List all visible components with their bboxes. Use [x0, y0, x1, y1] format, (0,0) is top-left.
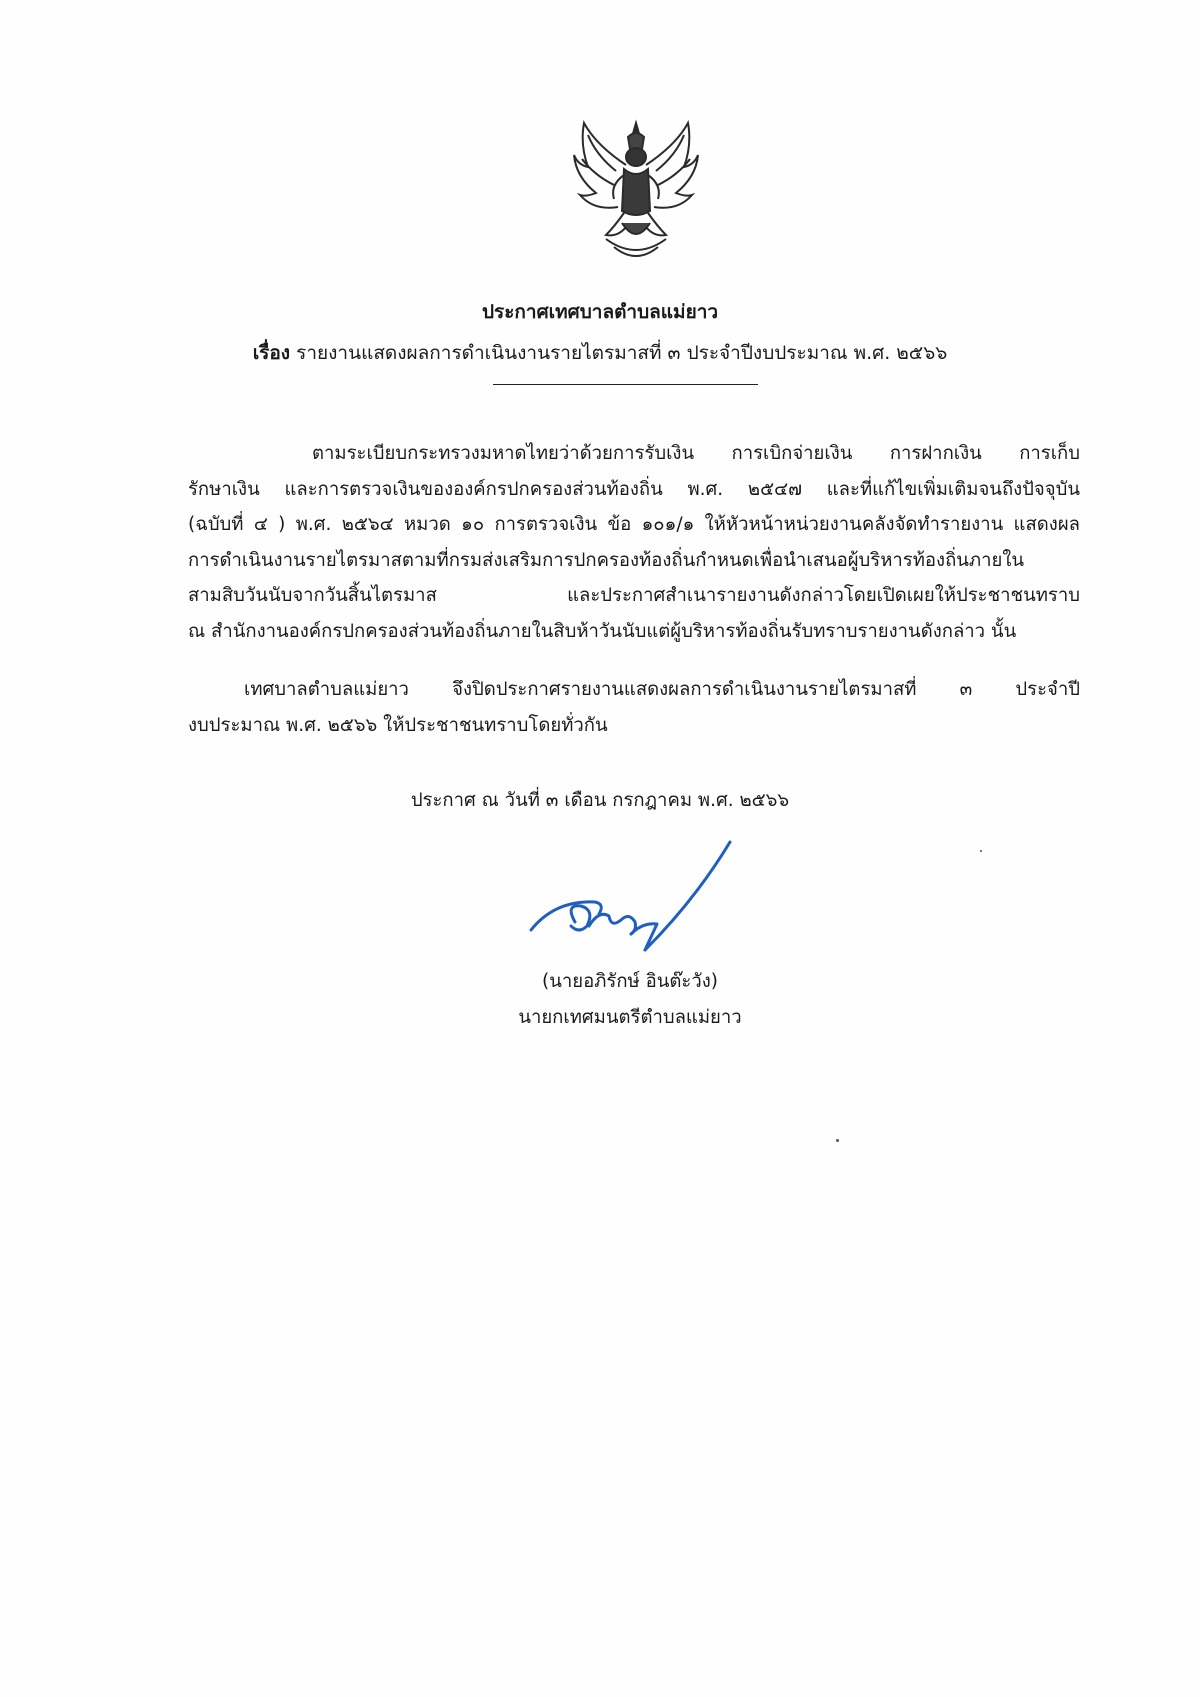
paragraph-line: (ฉบับที่ ๔ ) พ.ศ. ๒๕๖๔ หมวด ๑๐ การตรวจเงิน ข้อ ๑๐๑/๑ ให้หัวหน้าหน่วยงานคลังจัดทำรายงาน แสดงผล	[188, 514, 1080, 535]
subject-label: เรื่อง	[252, 342, 291, 364]
paragraph-line: เทศบาลตำบลแม่ยาว จึงปิดประกาศรายงานแสดงผลการดำเนินงานรายไตรมาสที่ ๓ ประจำปี	[244, 679, 1080, 700]
paragraph-line: ณ สำนักงานองค์กรปกครองส่วนท้องถิ่นภายในสิบห้าวันนับแต่ผู้บริหารท้องถิ่นรับทราบรายงานดังกล่าว นั้น	[188, 620, 1017, 642]
signatory-position: นายกเทศมนตรีตำบลแม่ยาว	[518, 1007, 742, 1028]
paragraph-line: รักษาเงิน และการตรวจเงินขององค์กรปกครองส่วนท้องถิ่น พ.ศ. ๒๕๔๗ และที่แก้ไขเพิ่มเติมจนถึงปัจจุบัน	[188, 478, 1080, 500]
page-title: ประกาศเทศบาลตำบลแม่ยาว	[481, 301, 719, 323]
paragraph-line: สามสิบวันนับจากวันสิ้นไตรมาส และประกาศสำเนารายงานดังกล่าวโดยเปิดเผยให้ประชาชนทราบ	[188, 585, 1080, 606]
garuda-emblem-icon	[566, 115, 706, 265]
body-paragraph-1	[188, 436, 1080, 649]
paragraph-line: การดำเนินงานรายไตรมาสตามที่กรมส่งเสริมการปกครองท้องถิ่นกำหนดเพื่อนำเสนอผู้บริหารท้องถิ่นภายใน	[188, 549, 1025, 571]
announcement-date: ประกาศ ณ วันที่ ๓ เดือน กรกฎาคม พ.ศ. ๒๕๖๖	[410, 790, 790, 811]
title-divider	[493, 384, 758, 385]
scan-speck	[980, 850, 982, 852]
signatory-name: (นายอภิรักษ์ อินต๊ะวัง)	[542, 971, 718, 992]
body-paragraph-2	[188, 672, 1080, 743]
scan-speck	[836, 1139, 839, 1142]
paragraph-line: ตามระเบียบกระทรวงมหาดไทยว่าด้วยการรับเงิน การเบิกจ่ายเงิน การฝากเงิน การเก็บ	[312, 443, 1080, 464]
signature-image	[525, 830, 780, 970]
subject-line	[0, 338, 1200, 368]
paragraph-line: งบประมาณ พ.ศ. ๒๕๖๖ ให้ประชาชนทราบโดยทั่วกัน	[188, 714, 608, 736]
subject-text: รายงานแสดงผลการดำเนินงานรายไตรมาสที่ ๓ ประจำปีงบประมาณ พ.ศ. ๒๕๖๖	[296, 342, 948, 364]
